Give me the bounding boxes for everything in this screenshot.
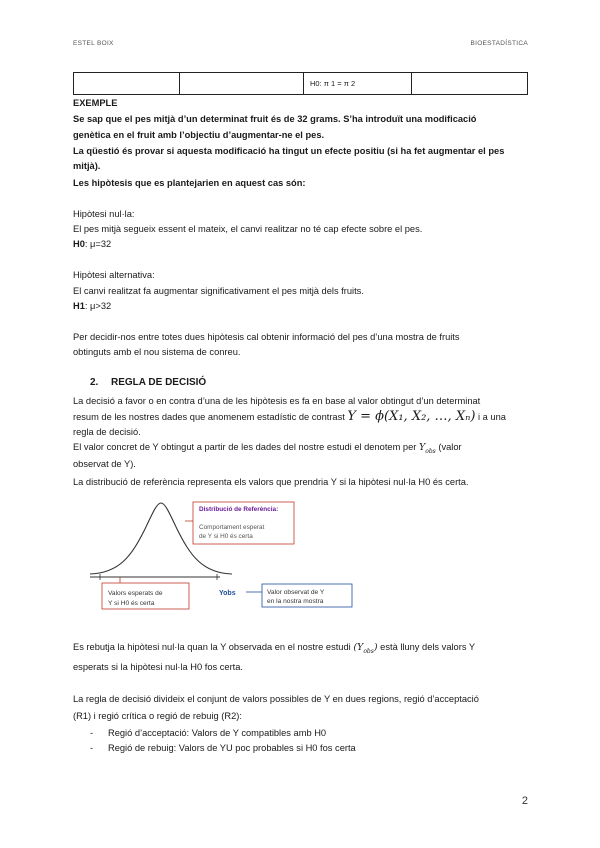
rule-line: El valor concret de Y obtingut a partir de les dades del nostre estudi el denotem per $Y_{obs}$ (valor <box>73 442 462 455</box>
header-author: ESTEL BOIX <box>73 40 114 47</box>
section-heading: 2. REGLA DE DECISIÓ <box>90 377 207 388</box>
rule-line: observat de Y). <box>73 459 136 469</box>
reference-box-text: de Y si H0 és certa <box>199 533 253 540</box>
reject-line: esperats si la hipòtesi nul·la H0 fos certa. <box>73 662 244 672</box>
example-line: Se sap que el pes mitjà d’un determinat fruit és de 32 grams. S’ha introduït una modificació <box>73 114 477 124</box>
alt-hypothesis-formula: H1: μ>32 <box>73 301 112 311</box>
yobs-label: Yobs <box>219 590 236 597</box>
decide-line: obtinguts amb el nou sistema de conreu. <box>73 347 241 357</box>
table-cell <box>180 73 304 95</box>
table-cell <box>412 73 528 95</box>
list-item: - Regió d’acceptació: Valors de Y compatibles amb H0 <box>90 728 327 738</box>
reference-box-title: Distribució de Referència: <box>199 506 279 513</box>
example-line: mitjà). <box>73 161 101 171</box>
regions-line: (R1) i regió crítica o regió de rebuig (R2): <box>73 711 242 721</box>
example-line: La qüestió és provar si aquesta modificació ha tingut un efecte positiu (si ha fet augmentar el pes <box>73 146 505 156</box>
observed-value-text: en la nostra mostra <box>267 598 324 605</box>
rule-line: La distribució de referència representa els valors que prendria Y si la hipòtesi nul·la H0 és certa. <box>73 477 469 487</box>
expected-values-text: Valors esperats de <box>108 590 163 597</box>
page-number: 2 <box>521 795 528 807</box>
test-statistic-formula: Y = ϕ(X₁, X₂, …, Xₙ) <box>347 409 476 424</box>
reference-box-text: Comportament esperat <box>199 524 265 531</box>
rule-line: regla de decisió. <box>73 427 141 437</box>
decide-line: Per decidir-nos entre totes dues hipòtesis cal obtenir informació del pes d’una mostra de fruits <box>73 332 460 342</box>
table-cell: H0: π 1 = π 2 <box>304 73 412 95</box>
regions-line: La regla de decisió divideix el conjunt de valors possibles de Y en dues regions, regió d’acceptació <box>73 694 479 704</box>
table-cell <box>74 73 180 95</box>
null-hypothesis-text: El pes mitjà segueix essent el mateix, el canvi realitzar no té cap efecte sobre el pes. <box>73 224 423 234</box>
rule-line: resum de les nostres dades que anomenem estadístic de contrast Y = ϕ(X₁, X₂, …, Xₙ) i a una <box>73 409 506 424</box>
alt-hypothesis-title: Hipòtesi alternativa: <box>73 270 155 280</box>
reject-line: Es rebutja la hipòtesi nul·la quan la Y observada en el nostre estudi $(Y_{obs})$ està lluny dels valors Y <box>73 642 476 655</box>
example-line: Les hipòtesis que es plantejarien en aquest cas són: <box>73 178 306 188</box>
expected-values-text: Y si H0 és certa <box>108 600 155 607</box>
null-hypothesis-formula: H0: μ=32 <box>73 239 112 249</box>
alt-hypothesis-text: El canvi realitzat fa augmentar significativament el pes mitjà dels fruits. <box>73 286 364 296</box>
rule-line: La decisió a favor o en contra d’una de les hipòtesis es fa en base al valor obtingut d’un determinat <box>73 396 481 406</box>
example-title: EXEMPLE <box>73 98 118 108</box>
observed-value-text: Valor observat de Y <box>267 589 325 596</box>
example-line: genètica en el fruit amb l’objectiu d’augmentar-ne el pes. <box>73 130 325 140</box>
reference-distribution-diagram <box>90 497 410 615</box>
null-hypothesis-title: Hipòtesi nul·la: <box>73 209 135 219</box>
list-item: - Regió de rebuig: Valors de YU poc probables si H0 fos certa <box>90 743 356 753</box>
hypothesis-table <box>73 72 528 95</box>
header-subject: BIOESTADÍSTICA <box>470 40 528 47</box>
